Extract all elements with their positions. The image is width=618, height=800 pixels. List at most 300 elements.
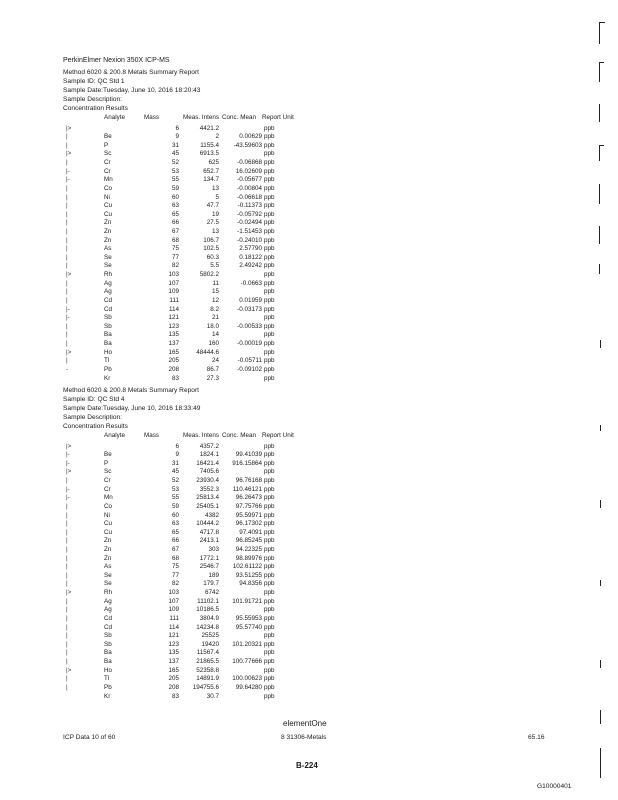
conc-mean-cell: 94.8356 xyxy=(239,580,262,588)
mass-cell: 63 xyxy=(171,202,179,210)
table-row xyxy=(0,229,618,236)
meas-intens-cell: 10444.2 xyxy=(196,520,219,528)
conc-mean-cell: -43.59603 xyxy=(233,141,262,149)
meas-intens-cell: 11567.4 xyxy=(196,649,219,657)
table-row xyxy=(0,478,618,485)
row-marker: |- xyxy=(66,485,70,493)
analyte-cell: As xyxy=(104,245,112,253)
conc-mean-cell: 95.55953 xyxy=(235,614,262,622)
meas-intens-cell: 4717.8 xyxy=(199,528,219,536)
row-marker: | xyxy=(66,184,68,192)
unit-cell: ppb xyxy=(264,528,275,536)
unit-cell: ppb xyxy=(264,340,275,347)
analyte-cell: Zn xyxy=(104,537,112,545)
column-headers-2 xyxy=(0,433,618,441)
mass-cell: 75 xyxy=(171,563,179,571)
row-marker: | xyxy=(66,219,68,227)
conc-mean-cell: -0.06868 xyxy=(237,159,262,166)
table-row xyxy=(0,195,618,202)
row-marker: |- xyxy=(66,305,70,313)
row-marker: | xyxy=(66,141,68,149)
row-marker: | xyxy=(66,632,68,640)
analyte-cell: Sb xyxy=(104,640,112,648)
row-marker: | xyxy=(66,597,68,605)
mass-cell: 65 xyxy=(171,528,179,536)
mass-cell: 165 xyxy=(168,666,179,674)
row-marker: | xyxy=(66,296,68,304)
analyte-cell: Se xyxy=(104,580,112,588)
meas-intens-cell: 11102.1 xyxy=(197,597,219,605)
unit-cell: ppb xyxy=(264,692,275,700)
unit-cell: ppb xyxy=(264,184,275,192)
table-row xyxy=(0,341,618,348)
table-row xyxy=(0,358,618,365)
analyte-cell: Ag xyxy=(104,288,112,296)
table-row xyxy=(0,186,618,193)
col-meas: Meas. Intens xyxy=(183,114,220,121)
analyte-cell: Kr xyxy=(104,374,111,382)
col-mass: Mass xyxy=(144,114,160,121)
meas-intens-cell: 21865.5 xyxy=(196,658,219,665)
row-marker: |- xyxy=(66,167,70,175)
row-marker: | xyxy=(66,340,68,347)
meas-intens-cell: 11 xyxy=(212,279,219,287)
mass-cell: 107 xyxy=(168,597,179,605)
table-row xyxy=(0,255,618,262)
meas-intens-cell: 4357.2 xyxy=(199,442,219,450)
row-marker: | xyxy=(66,675,68,683)
mass-cell: 68 xyxy=(171,554,179,562)
analyte-cell: Zn xyxy=(104,554,112,562)
meas-intens-cell: 6742 xyxy=(204,589,219,596)
analyte-cell: Cu xyxy=(104,210,113,218)
unit-cell: ppb xyxy=(264,666,275,674)
table-row xyxy=(0,642,618,649)
mass-cell: 111 xyxy=(169,614,179,622)
unit-cell: ppb xyxy=(264,537,275,545)
analyte-cell: Zn xyxy=(104,219,112,227)
meas-intens-cell: 25813.4 xyxy=(196,494,219,502)
mass-cell: 121 xyxy=(168,632,179,640)
column-headers-1 xyxy=(0,115,618,123)
row-marker: |> xyxy=(66,150,72,158)
unit-cell: ppb xyxy=(264,640,275,648)
conc-mean-cell: -0.09102 xyxy=(237,365,262,373)
row-marker: | xyxy=(66,606,68,614)
row-marker: | xyxy=(66,227,68,235)
meas-intens-cell: 27.3 xyxy=(206,374,219,382)
conc-mean-cell: -0.00019 xyxy=(237,340,262,347)
results-label-1: Concentration Results xyxy=(63,105,128,112)
mass-cell: 121 xyxy=(168,314,179,322)
row-marker: |> xyxy=(66,348,72,356)
mass-cell: 82 xyxy=(171,262,179,270)
row-marker: | xyxy=(66,537,68,545)
analyte-cell: Ni xyxy=(104,511,110,519)
conc-mean-cell: -0.0663 xyxy=(240,279,262,287)
meas-intens-cell: 1155.4 xyxy=(200,141,219,149)
table-row xyxy=(0,650,618,657)
unit-cell: ppb xyxy=(264,288,275,296)
table-row xyxy=(0,547,618,554)
conc-mean-cell: 97.75766 xyxy=(235,502,262,510)
conc-mean-cell: 2.57790 xyxy=(239,245,262,253)
meas-intens-cell: 13 xyxy=(211,184,219,192)
meas-intens-cell: 5.5 xyxy=(210,262,219,270)
analyte-cell: Sc xyxy=(104,468,112,476)
mass-cell: 63 xyxy=(171,520,179,528)
conc-mean-cell: -1.51453 xyxy=(237,227,262,235)
unit-cell: ppb xyxy=(264,675,275,683)
conc-mean-cell: 101.20321 xyxy=(232,640,262,648)
meas-intens-cell: 14234.8 xyxy=(196,623,219,631)
meas-intens-cell: 1824.1 xyxy=(199,451,219,459)
table-row xyxy=(0,376,618,383)
unit-cell: ppb xyxy=(264,253,275,261)
analyte-cell: Tl xyxy=(104,675,110,683)
row-marker: |- xyxy=(66,459,70,467)
row-marker: |- xyxy=(66,494,70,502)
table-row xyxy=(0,332,618,339)
mass-cell: 53 xyxy=(171,167,179,175)
meas-intens-cell: 6913.5 xyxy=(199,150,219,158)
conc-mean-cell: 95.59971 xyxy=(235,511,262,519)
unit-cell: ppb xyxy=(264,571,275,579)
analyte-cell: Ba xyxy=(104,331,112,339)
row-marker: | xyxy=(66,580,68,588)
conc-mean-cell: 95.57740 xyxy=(235,623,262,631)
conc-mean-cell: -0.05792 xyxy=(237,210,262,218)
table-row xyxy=(0,556,618,563)
row-marker: | xyxy=(66,236,68,244)
row-marker: | xyxy=(66,520,68,528)
mass-cell: 9 xyxy=(175,451,179,459)
row-marker: | xyxy=(66,640,68,648)
mass-cell: 77 xyxy=(171,253,179,261)
table-row xyxy=(0,272,618,279)
col-unit: Report Unit xyxy=(262,114,294,121)
unit-cell: ppb xyxy=(264,563,275,571)
meas-intens-cell: 48444.6 xyxy=(196,348,219,356)
row-marker: | xyxy=(66,159,68,166)
unit-cell: ppb xyxy=(264,262,275,270)
row-marker: | xyxy=(66,614,68,622)
row-marker: | xyxy=(66,331,68,339)
row-marker: | xyxy=(66,253,68,261)
sample-id-1: Sample ID: QC Std 1 xyxy=(63,78,125,85)
table-row xyxy=(0,350,618,357)
mass-cell: 52 xyxy=(171,477,179,484)
analyte-cell: Rh xyxy=(104,589,113,596)
unit-cell: ppb xyxy=(264,545,275,553)
analyte-cell: Se xyxy=(104,571,112,579)
meas-intens-cell: 189 xyxy=(208,571,219,579)
analyte-cell: Pb xyxy=(104,683,112,691)
analyte-cell: Rh xyxy=(104,271,113,278)
mass-cell: 77 xyxy=(171,571,179,579)
unit-cell: ppb xyxy=(264,502,275,510)
unit-cell: ppb xyxy=(264,459,275,467)
meas-intens-cell: 8.2 xyxy=(210,305,219,313)
unit-cell: ppb xyxy=(264,477,275,484)
table-row xyxy=(0,444,618,451)
table-row xyxy=(0,487,618,494)
analyte-cell: Zn xyxy=(104,545,112,553)
col-analyte: Analyte xyxy=(104,432,126,439)
unit-cell: ppb xyxy=(264,305,275,313)
mass-cell: 165 xyxy=(168,348,179,356)
meas-intens-cell: 19420 xyxy=(201,640,219,648)
conc-mean-cell: 916.15864 xyxy=(232,459,262,467)
unit-cell: ppb xyxy=(264,236,275,244)
page-code: B-224 xyxy=(296,761,318,770)
mass-cell: 55 xyxy=(171,176,179,184)
conc-mean-cell: -0.03173 xyxy=(237,305,262,313)
mass-cell: 82 xyxy=(171,580,179,588)
row-marker: | xyxy=(66,554,68,562)
table-row xyxy=(0,538,618,545)
conc-mean-cell: 110.46121 xyxy=(232,485,262,493)
unit-cell: ppb xyxy=(264,141,275,149)
analyte-cell: Ni xyxy=(104,193,110,201)
conc-mean-cell: 0.01959 xyxy=(239,296,262,304)
analyte-cell: Ag xyxy=(104,279,112,287)
mass-cell: 53 xyxy=(171,485,179,493)
conc-mean-cell: 101.91721 xyxy=(232,597,262,605)
table-row xyxy=(0,134,618,141)
col-analyte: Analyte xyxy=(104,114,126,121)
analyte-cell: Sc xyxy=(104,150,112,158)
mass-cell: 60 xyxy=(171,511,179,519)
analyte-cell: Cd xyxy=(104,305,113,313)
mass-cell: 103 xyxy=(168,271,179,278)
unit-cell: ppb xyxy=(264,271,275,278)
table-row xyxy=(0,160,618,167)
analyte-cell: Ba xyxy=(104,340,112,347)
mass-cell: 59 xyxy=(171,502,179,510)
table-row xyxy=(0,246,618,253)
unit-cell: ppb xyxy=(264,322,275,330)
conc-mean-cell: 99.64280 xyxy=(235,683,262,691)
unit-cell: ppb xyxy=(264,485,275,493)
unit-cell: ppb xyxy=(264,331,275,339)
row-marker: | xyxy=(66,545,68,553)
meas-intens-cell: 5 xyxy=(215,193,219,201)
unit-cell: ppb xyxy=(264,649,275,657)
table-row xyxy=(0,212,618,219)
table-row xyxy=(0,203,618,210)
row-marker: | xyxy=(66,502,68,510)
meas-intens-cell: 5802.2 xyxy=(199,271,219,278)
table-row xyxy=(0,513,618,520)
analyte-cell: Cr xyxy=(104,477,111,484)
analyte-cell: Ho xyxy=(104,348,113,356)
table-row xyxy=(0,633,618,640)
meas-intens-cell: 14 xyxy=(211,331,219,339)
unit-cell: ppb xyxy=(264,614,275,622)
meas-intens-cell: 2546.7 xyxy=(199,563,219,571)
results-label-2: Concentration Results xyxy=(63,423,128,430)
row-marker: | xyxy=(66,262,68,270)
analyte-cell: Be xyxy=(104,133,112,141)
meas-intens-cell: 106.7 xyxy=(203,236,219,244)
table-row xyxy=(0,469,618,476)
analyte-cell: Be xyxy=(104,451,112,459)
unit-cell: ppb xyxy=(264,210,275,218)
unit-cell: ppb xyxy=(264,193,275,201)
unit-cell: ppb xyxy=(264,623,275,631)
table-row xyxy=(0,289,618,296)
unit-cell: ppb xyxy=(264,167,275,175)
mass-cell: 135 xyxy=(168,331,179,339)
meas-intens-cell: 24 xyxy=(211,357,219,365)
table-row xyxy=(0,564,618,571)
mass-cell: 208 xyxy=(168,683,179,691)
icp-data-label: ICP Data 10 of 60 xyxy=(63,734,116,741)
conc-mean-cell: 96.76168 xyxy=(235,477,262,484)
unit-cell: ppb xyxy=(264,365,275,373)
unit-cell: ppb xyxy=(264,632,275,640)
conc-mean-cell: -0.24010 xyxy=(237,236,262,244)
mass-cell: 67 xyxy=(171,227,179,235)
table-row xyxy=(0,694,618,701)
row-marker: - xyxy=(66,365,69,373)
conc-mean-cell: 0.00629 xyxy=(239,133,262,141)
mass-cell: 123 xyxy=(168,640,179,648)
meas-intens-cell: 134.7 xyxy=(203,176,219,184)
file-name: 8 31306-Metals xyxy=(281,734,327,741)
analyte-cell: Zn xyxy=(104,236,112,244)
table-row xyxy=(0,151,618,158)
meas-intens-cell: 10186.5 xyxy=(196,606,219,614)
row-marker: |> xyxy=(66,124,72,132)
row-marker: |- xyxy=(66,176,70,184)
table-row xyxy=(0,504,618,511)
table-row xyxy=(0,143,618,150)
sample-date-2: Sample Date:Tuesday, June 10, 2016 18:33:49 xyxy=(63,405,201,412)
analyte-cell: Zn xyxy=(104,227,112,235)
meas-intens-cell: 25405.1 xyxy=(196,502,219,510)
meas-intens-cell: 60.3 xyxy=(206,253,219,261)
analyte-cell: Cd xyxy=(104,614,113,622)
conc-mean-cell: 2.49242 xyxy=(239,262,262,270)
unit-cell: ppb xyxy=(264,468,275,476)
conc-mean-cell: 0.18122 xyxy=(239,253,262,261)
unit-cell: ppb xyxy=(264,357,275,365)
analyte-cell: Se xyxy=(104,262,112,270)
meas-intens-cell: 102.5 xyxy=(203,245,219,253)
unit-cell: ppb xyxy=(264,494,275,502)
table-row xyxy=(0,659,618,666)
unit-cell: ppb xyxy=(264,124,275,132)
unit-cell: ppb xyxy=(264,219,275,227)
table-row xyxy=(0,495,618,502)
conc-mean-cell: 98.89976 xyxy=(235,554,262,562)
analyte-cell: Ho xyxy=(104,666,113,674)
row-marker: | xyxy=(66,279,68,287)
mass-cell: 83 xyxy=(171,374,179,382)
mass-cell: 59 xyxy=(171,184,179,192)
mass-cell: 31 xyxy=(171,459,179,467)
mass-cell: 75 xyxy=(171,245,179,253)
unit-cell: ppb xyxy=(264,150,275,158)
row-marker: | xyxy=(66,245,68,253)
mass-cell: 66 xyxy=(171,219,179,227)
unit-cell: ppb xyxy=(264,348,275,356)
row-marker: |- xyxy=(66,314,70,322)
conc-mean-cell: -0.11373 xyxy=(237,202,262,210)
row-marker: | xyxy=(66,528,68,536)
table-row xyxy=(0,315,618,322)
row-marker: | xyxy=(66,210,68,218)
table-row xyxy=(0,324,618,331)
table-row xyxy=(0,668,618,675)
unit-cell: ppb xyxy=(264,606,275,614)
mass-cell: 31 xyxy=(171,141,179,149)
analyte-cell: Ba xyxy=(104,649,112,657)
table-row xyxy=(0,281,618,288)
meas-intens-cell: 21 xyxy=(211,314,219,322)
mass-cell: 65 xyxy=(171,210,179,218)
row-marker: | xyxy=(66,571,68,579)
unit-cell: ppb xyxy=(264,589,275,596)
analyte-cell: Ag xyxy=(104,606,112,614)
conc-mean-cell: 96.26473 xyxy=(235,494,262,502)
table-row xyxy=(0,452,618,459)
mass-cell: 135 xyxy=(168,649,179,657)
analyte-cell: Cd xyxy=(104,623,113,631)
row-marker: | xyxy=(66,623,68,631)
analyte-cell: Mn xyxy=(104,494,113,502)
table-row xyxy=(0,461,618,468)
analyte-cell: Tl xyxy=(104,357,110,365)
analyte-cell: Ba xyxy=(104,658,112,665)
row-marker: |> xyxy=(66,468,72,476)
conc-mean-cell: 16.02609 xyxy=(235,167,262,175)
unit-cell: ppb xyxy=(264,658,275,665)
table-row xyxy=(0,298,618,305)
col-meas: Meas. Intens xyxy=(183,432,220,439)
table-row xyxy=(0,573,618,580)
row-marker: | xyxy=(66,658,68,665)
meas-intens-cell: 4421.2 xyxy=(199,124,219,132)
unit-cell: ppb xyxy=(264,442,275,450)
unit-cell: ppb xyxy=(264,227,275,235)
sample-description-2: Sample Description: xyxy=(63,414,123,421)
col-unit: Report Unit xyxy=(262,432,294,439)
conc-mean-cell: 93.51255 xyxy=(235,571,262,579)
mass-cell: 6 xyxy=(175,442,179,450)
col-mass: Mass xyxy=(144,432,160,439)
table-row xyxy=(0,307,618,314)
meas-intens-cell: 15 xyxy=(211,288,219,296)
unit-cell: ppb xyxy=(264,374,275,382)
analyte-cell: As xyxy=(104,563,112,571)
meas-intens-cell: 4382 xyxy=(204,511,219,519)
table-row xyxy=(0,685,618,692)
row-marker: | xyxy=(66,202,68,210)
table-row xyxy=(0,177,618,184)
conc-mean-cell: 96.85245 xyxy=(235,537,262,545)
mass-cell: 60 xyxy=(171,193,179,201)
meas-intens-cell: 3552.3 xyxy=(199,485,219,493)
meas-intens-cell: 2413.1 xyxy=(199,537,219,545)
meas-intens-cell: 7405.6 xyxy=(199,468,219,476)
mass-cell: 208 xyxy=(168,365,179,373)
right-code: 65.16 xyxy=(528,734,545,741)
meas-intens-cell: 47.7 xyxy=(206,202,219,210)
conc-mean-cell: 94.22325 xyxy=(235,545,262,553)
